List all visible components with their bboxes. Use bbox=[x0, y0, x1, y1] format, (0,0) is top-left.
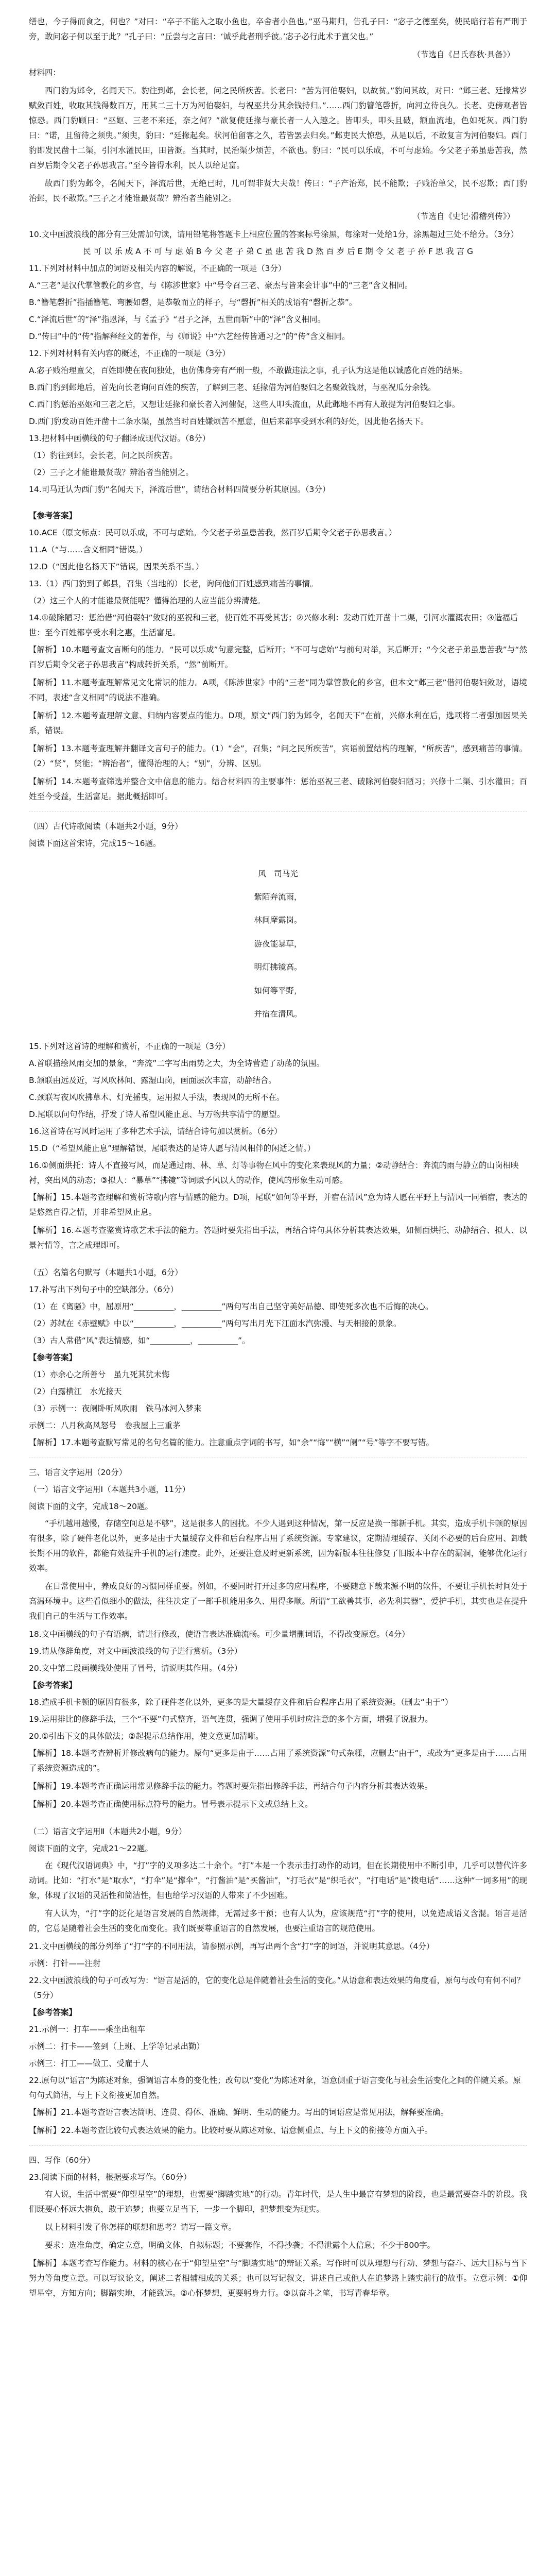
question-11-option-b: B.“簪笔磬折”指插簪笔、弯腰如磬，是恭敬而立的样子，与“磬折”相关的成语有“磬折之恭”。 bbox=[29, 298, 357, 307]
analysis-21: 【解析】21.本题考查语言表达简明、连贯、得体、准确、鲜明、生动的能力。写出的词语应是常见用法，解释要准确。 bbox=[29, 2107, 449, 2117]
question-15: 15.下列对这首诗的理解和赏析，不正确的一项是（3分） bbox=[29, 1041, 231, 1051]
answer-18: 18.造成手机卡顿的原因有很多，除了硬件老化以外，更多的是大量缓存文件和后台程序占用了系统资源。（删去“由于”） bbox=[29, 1697, 453, 1707]
answer-19: 19.运用排比的修辞手法，三个“不要”句式整齐，语气连贯，强调了使用手机时应注意的多个方面，增强了说服力。 bbox=[29, 1714, 433, 1724]
question-12-option-b: B.西门豹到邺地后，首先向长老询问百姓的疾苦，了解到三老、廷掾借为河伯娶妇之名聚敛钱财，与巫祝瓜分余钱。 bbox=[29, 383, 436, 392]
poem-line-6: 并宿在清风。 bbox=[254, 1009, 302, 1019]
answer-13-2: （2）这三个人的才能谁最贤能呢？懂得治理的人应当能分辨清楚。 bbox=[29, 596, 266, 605]
passage1-text: 缮也，今子得而食之，何也？”对曰：“卒子不能入之取小鱼也，卒舍者小鱼也。”巫马期归，告孔子曰：“宓子之德至矣，使民暗行若有严刑于旁，敢问宓子何以至于此？”孔子曰：“丘尝与之言曰：‘诚乎此者刑乎彼。’宓子必行此术于亶父也。” bbox=[29, 17, 527, 41]
question-17-item-1: （1）在《离骚》中，屈原用“__________，__________”两句写出自己坚守美好品德、即使死多次也不后悔的决心。 bbox=[29, 1301, 433, 1311]
question-15-option-d: D.尾联以问句作结，抒发了诗人希望风能止息、与万物共享清宁的愿望。 bbox=[29, 1109, 285, 1119]
question-21: 21.文中画横线的部分列举了“打”字的不同用法，请参照示例，再写出两个含“打”字的词语，并说明其意思。（4分） bbox=[29, 1941, 435, 1951]
language2-answers-heading: 【参考答案】 bbox=[29, 2007, 77, 2017]
poem-intro: 阅读下面这首宋诗，完成15～16题。 bbox=[29, 839, 161, 848]
question-13-item-1: （1）豹往到邺，会长老，问之民所疾苦。 bbox=[29, 451, 178, 460]
analysis-11: 【解析】11.本题考查理解常见文化常识的能力。A项，《陈涉世家》中的“三老”同为掌管教化的乡官，但本文“邺三老”借河伯娶妇敛财，语境不同，表述“含义相同”的说法不准确。 bbox=[29, 678, 527, 702]
writing-material-1: 有人说，生活中需要“仰望星空”的理想，也需要“脚踏实地”的行动。青年时代，是人生中最富有梦想的阶段，也是最需要奋斗的阶段。我们既要心怀远大抱负，敢于追梦；也要立足当下，一步一个脚印，把梦想变为现实。 bbox=[29, 2189, 527, 2214]
answer-15: 15.D（“希望风能止息”理解错误，尾联表达的是诗人愿与清风相伴的闲适之情。） bbox=[29, 1143, 316, 1153]
writing-section-title: 四、写作（60分） bbox=[29, 2155, 95, 2165]
document-content bbox=[29, 14, 527, 2304]
question-22: 22.文中画波浪线的句子可改写为：“语言是活的，它的变化总是伴随着社会生活的变化。”从语意和表达效果的角度看，原句与改句有何不同？（5分） bbox=[29, 1975, 525, 2000]
poem-line-1: 紫陌奔流雨， bbox=[254, 892, 302, 902]
question-12: 12.下列对材料有关内容的概述，不正确的一项是（3分） bbox=[29, 349, 231, 358]
question-10: 10.文中画波浪线的部分有三处需加句读，请用铅笔将答题卡上相应位置的答案标号涂黑，每涂对一处给1分，涂黑超过三处不给分。（3分） bbox=[29, 230, 519, 239]
answer-21-3: 示例三：打工——做工、受雇于人 bbox=[29, 2058, 149, 2068]
answer-21-1: 21.示例一：打车——乘坐出租车 bbox=[29, 2024, 146, 2034]
answer-12: 12.D（“因此他名扬天下”错误，因果关系不当。） bbox=[29, 562, 204, 571]
language-subsection-1: （一）语言文字运用Ⅰ（本题共3小题，11分） bbox=[29, 1484, 190, 1494]
answer-21-2: 示例二：打卡——签到（上班、上学等记录出勤） bbox=[29, 2041, 205, 2051]
passage2-label: 材料四： bbox=[29, 68, 61, 77]
answer-17-1: （1）亦余心之所善兮 虽九死其犹未悔 bbox=[29, 1369, 170, 1379]
mingju-section-title: （五）名篇名句默写（本题共1小题，6分） bbox=[29, 1267, 183, 1277]
answers-heading: 【参考答案】 bbox=[29, 511, 77, 520]
answer-16: 16.①侧面烘托：诗人不直接写风，而是通过雨、林、草、灯等事物在风中的变化来表现风的力量；②动静结合：奔流的雨与静立的山岗相映衬，突出风的动态；③拟人：“暴草”“拂镜”等词赋予风以人的动作，使风的形象生动可感。 bbox=[29, 1160, 519, 1185]
divider bbox=[29, 2145, 527, 2146]
writing-material-2: 以上材料引发了你怎样的联想和思考？请写一篇文章。 bbox=[45, 2222, 237, 2232]
mingju-answers-heading: 【参考答案】 bbox=[29, 1352, 77, 1362]
language-paragraph-1: “手机越用越慢，存储空间总是不够”，这是很多人的困扰。不少人遇到这种情况，第一反应是换一部新手机。其实，造成手机卡顿的原因有很多，除了硬件老化以外，更多是由于大量缓存文件和后台程序占用了系统资源。专家建议，定期清理缓存、关闭不必要的后台应用、卸载长期不用的软件，都能有效提升手机的运行速度。此外，还要注意及时更新系统，因为新版本往往修复了旧版本中存在的漏洞，能够优化运行效率。 bbox=[29, 1518, 527, 1573]
analysis-22: 【解析】22.本题考查比较句式表达效果的能力。比较时要从陈述对象、语意侧重点、与上下文的衔接等方面入手。 bbox=[29, 2125, 433, 2135]
question-12-option-a: A.宓子贱治理亶父，百姓即使在夜间独处，也仿佛身旁有严刑一般，不敢做违法之事，孔子认为这是他以诚感化百姓的结果。 bbox=[29, 366, 468, 375]
question-19: 19.请从修辞角度，对文中画波浪线的句子进行赏析。（3分） bbox=[29, 1646, 242, 1656]
question-11-option-c: C.“泽流后世”的“泽”指恩泽，与《孟子》“君子之泽，五世而斩”中的“泽”含义相同。 bbox=[29, 315, 325, 324]
question-13: 13.把材料中画横线的句子翻译成现代汉语。（8分） bbox=[29, 434, 211, 443]
question-15-option-b: B.颔联由远及近，写风吹林间、露湿山岗，画面层次丰富，动静结合。 bbox=[29, 1075, 276, 1085]
question-15-option-a: A.首联描绘风雨交加的景象，“奔流”二字写出雨势之大，为全诗营造了动荡的氛围。 bbox=[29, 1058, 324, 1068]
poem-line-2: 林间摩露岗。 bbox=[254, 916, 302, 925]
question-11: 11.下列对材料中加点的词语及相关内容的解说，不正确的一项是（3分） bbox=[29, 264, 286, 273]
answer-13-1: 13.（1）西门豹到了邺县，召集（当地的）长老，询问他们百姓感到痛苦的事情。 bbox=[29, 579, 318, 588]
passage2-source: （节选自《史记·滑稽列传》） bbox=[412, 212, 515, 221]
writing-analysis: 【解析】本题考查写作能力。材料的核心在于“仰望星空”与“脚踏实地”的辩证关系。写作时可以从理想与行动、梦想与奋斗、远大目标与当下努力等角度立意。可以写议论文，阐述二者相辅相成的关系；也可以写记叙文，讲述自己或他人在追梦路上踏实前行的故事。立意示例：①仰望星空，方知方向；脚踏实地，才能致远。②心怀梦想，更要躬身力行。③以奋斗之笔，书写青春华章。 bbox=[29, 2258, 527, 2298]
analysis-12: 【解析】12.本题考查理解文意、归纳内容要点的能力。D项，原文“西门豹为邺令，名闻天下”在前，兴修水利在后，选项将二者强加因果关系，错误。 bbox=[29, 711, 527, 735]
analysis-18: 【解析】18.本题考查辨析并修改病句的能力。原句“更多是由于……占用了系统资源”句式杂糅，应删去“由于”，或改为“更多是由于……占用了系统资源造成的”。 bbox=[29, 1748, 527, 1773]
question-20: 20.文中第二段画横线处使用了冒号，请说明其作用。（4分） bbox=[29, 1663, 242, 1673]
question-11-option-d: D.“传曰”中的“传”指解释经文的著作，与《师说》中“六艺经传皆通习之”的“传”含义相同。 bbox=[29, 332, 350, 341]
analysis-16: 【解析】16.本题考查鉴赏诗歌艺术手法的能力。答题时要先指出手法，再结合诗句具体分析其表达效果，如侧面烘托、动静结合、拟人、以景衬情等，言之成理即可。 bbox=[29, 1225, 527, 1250]
poem-line-3: 游夜能暴草， bbox=[254, 939, 302, 948]
poem-title: 风 司马光 bbox=[258, 869, 298, 878]
analysis-10: 【解析】10.本题考查文言断句的能力。“民可以乐成”句意完整，后断开；“不可与虑始”与前句对举，其后断开；“今父老子弟虽患苦我”与“然百岁后期令父老子孙思我言”构成转折关系，“然”前断开。 bbox=[29, 645, 527, 669]
language-subsection-2: （二）语言文字运用Ⅱ（本题共2小题，9分） bbox=[29, 1826, 187, 1836]
language-paragraph-2: 在日常使用中，养成良好的习惯同样重要。例如，不要同时打开过多的应用程序，不要随意下载来源不明的软件，不要让手机长时间处于高温环境中。这些看似细小的做法，往往决定了一部手机能用多久、用得多顺。所谓“工欲善其事，必先利其器”，爱护手机，其实也是在提升我们自己的生活与工作效率。 bbox=[29, 1581, 527, 1621]
poem-line-5: 如何等平野， bbox=[254, 986, 302, 995]
poem-line-4: 明灯拂镜高。 bbox=[254, 962, 302, 972]
question-17-item-3: （3）古人常借“风”表达情感，如“__________，__________”。 bbox=[29, 1335, 250, 1345]
language2-paragraph-1: 在《现代汉语词典》中，“打”字的义项多达二十余个。“打”本是一个表示击打动作的动词，但在长期使用中不断引申，几乎可以替代许多动词。比如：“打水”是“取水”，“打伞”是“撑伞”，“打酱油”是“买酱油”，“打毛衣”是“织毛衣”，“打电话”是“拨电话”……这种“一词多用”的现象，体现了汉语的灵活性和简洁性，但也给学习汉语的人带来了不少困难。 bbox=[29, 1860, 527, 1900]
language2-paragraph-2: 有人认为，“打”字的泛化是语言发展的自然规律，无需过多干预；也有人认为，应该规范“打”字的使用，以免造成语义含混。语言是活的，它总是随着社会生活的变化而变化。我们既要尊重语言的自然发展，也要注重语言的规范使用。 bbox=[29, 1908, 527, 1933]
answer-17-3: （3）示例一：夜阑卧听风吹雨 铁马冰河入梦来 bbox=[29, 1403, 202, 1413]
answer-17-3b: 示例二：八月秋高风怒号 卷我屋上三重茅 bbox=[29, 1420, 181, 1430]
language-intro: 阅读下面的文字，完成18～20题。 bbox=[29, 1501, 153, 1511]
answer-20: 20.①引出下文的具体做法；②起提示总结作用，使文意更加清晰。 bbox=[29, 1731, 264, 1741]
question-13-item-2: （2）三子之才能谁最贤哉？辨治者当能别之。 bbox=[29, 468, 194, 477]
answer-14: 14.①破除陋习：惩治借“河伯娶妇”敛财的巫祝和三老，使百姓不再受其害；②兴修水利：发动百姓开凿十二渠，引河水灌溉农田；③造福后世：至今百姓都享受水利之惠，生活富足。 bbox=[29, 613, 518, 637]
question-12-option-c: C.西门豹惩治巫妪和三老之后，又想让廷掾和豪长者入河催促，这些人叩头流血，从此邺地不再有人敢提为河伯娶妇之事。 bbox=[29, 400, 460, 409]
question-14: 14.司马迁认为西门豹“名闻天下，泽流后世”，请结合材料四简要分析其原因。（3分） bbox=[29, 485, 331, 494]
question-12-option-d: D.西门豹发动百姓开凿十二条水渠，虽然当时百姓嫌烦苦不愿意，但后来都享受到水利的好处，因此他名扬天下。 bbox=[29, 417, 429, 426]
question-17-item-2: （2）苏轼在《赤壁赋》中以“__________，__________”两句写出月光下江面水汽弥漫、与天相接的景象。 bbox=[29, 1318, 402, 1328]
question-23: 23.阅读下面的材料，根据要求写作。（60分） bbox=[29, 2172, 192, 2182]
question-11-option-a: A.“三老”是汉代掌管教化的乡官，与《陈涉世家》中“号令召三老、豪杰与皆来会计事”中的“三老”含义相同。 bbox=[29, 281, 413, 290]
analysis-19: 【解析】19.本题考查正确运用常见修辞手法的能力。答题时要先指出修辞手法，再结合句子内容分析其表达效果。 bbox=[29, 1781, 433, 1791]
analysis-13: 【解析】13.本题考查理解并翻译文言句子的能力。（1）“会”，召集；“问之民所疾苦”，宾语前置结构的理解，“所疾苦”，感到痛苦的事情。（2）“贤”，贤能；“辨治者”，懂得治理的人；“别”，分辨、区别。 bbox=[29, 744, 527, 768]
answer-22: 22.原句以“语言”为陈述对象，强调语言本身的变化性；改句以“变化”为陈述对象，语意侧重于语言变化与社会生活变化之间的伴随关系。原句句式简洁，与上下文衔接更加自然。 bbox=[29, 2075, 521, 2100]
analysis-20: 【解析】20.本题考查正确使用标点符号的能力。冒号表示提示下文或总结上文。 bbox=[29, 1799, 313, 1809]
answer-10: 10.ACE（原文标点：民可以乐成，不可与虑始。今父老子弟虽患苦我，然百岁后期令父老子孙思我言。） bbox=[29, 528, 397, 537]
question-18: 18.文中画横线的句子有语病，请进行修改，使语言表达准确流畅。可少量增删词语，不得改变原意。（4分） bbox=[29, 1629, 410, 1639]
question-15-option-c: C.颈联写夜风吹拂草木、灯光摇曳，运用拟人手法，表现风的无所不在。 bbox=[29, 1092, 285, 1102]
question-17: 17.补写出下列句子中的空缺部分。（6分） bbox=[29, 1284, 179, 1294]
analysis-14: 【解析】14.本题考查筛选并整合文中信息的能力。结合材料四的主要事件：惩治巫祝三老、破除河伯娶妇陋习；兴修十二渠、引水灌田；百姓至今受益，生活富足。据此概括即可。 bbox=[29, 777, 527, 801]
passage2-paragraph-1: 西门豹为邺令，名闻天下。豹往到邺，会长老，问之民所疾苦。长老曰：“苦为河伯娶妇，以故贫。”豹问其故，对曰：“邺三老、廷掾常岁赋敛百姓，收取其钱得数百万，用其二三十万为河伯娶妇，与祝巫共分其余钱持归。”……西门豹簪笔磬折，向河立待良久。长老、吏傍观者皆惊恐。西门豹顾曰：“巫妪、三老不来还，奈之何？”欲复使廷掾与豪长者一人入趣之。皆叩头，叩头且破，额血流地，色如死灰。西门豹曰：“诺，且留待之须臾。”须臾，豹曰：“廷掾起矣。状河伯留客之久，若皆罢去归矣。”邺吏民大惊恐，从是以后，不敢复言为河伯娶妇。西门豹即发民凿十二渠，引河水灌民田，田皆溉。当其时，民治渠少烦苦，不欲也。豹曰：“民可以乐成，不可与虑始。今父老子弟虽患苦我，然百岁后期令父老子孙思我言。”至今皆得水利，民人以给足富。 bbox=[29, 86, 527, 170]
language-section-title: 三、语言文字运用（20分） bbox=[29, 1467, 127, 1477]
poem-section-title: （四）古代诗歌阅读（本题共2小题，9分） bbox=[29, 822, 183, 831]
writing-requirements: 要求：选准角度，确定立意，明确文体，自拟标题；不要套作，不得抄袭；不得泄露个人信息；不少于800字。 bbox=[45, 2240, 436, 2250]
analysis-17: 【解析】17.本题考查默写常见的名句名篇的能力。注意重点字词的书写，如“余”“悔”“横”“阑”“号”等字不要写错。 bbox=[29, 1437, 434, 1447]
answer-17-2: （2）白露横江 水光接天 bbox=[29, 1386, 122, 1396]
passage2-paragraph-2: 故西门豹为邺令，名闻天下，泽流后世，无绝已时，几可谓非贤大夫哉！传曰：“子产治郑，民不能欺；子贱治单父，民不忍欺；西门豹治邺，民不敢欺。”三子之才能谁最贤哉？辨治者当能别之。 bbox=[29, 179, 527, 203]
divider bbox=[29, 811, 527, 812]
language-answers-heading: 【参考答案】 bbox=[29, 1680, 77, 1690]
analysis-15: 【解析】15.本题考查理解和赏析诗歌内容与情感的能力。D项，尾联“如何等平野，并宿在清风”意为诗人愿在平野上与清风一同栖宿，表达的是悠然自得之情，并非希望风止息。 bbox=[29, 1192, 527, 1217]
question-10-sentence: 民 可 以 乐 成 A 不 可 与 虑 始 B 今 父 老 子 弟 C 虽 患 苦 我 D 然 百 岁 后 E 期 令 父 老 子 孙 F 思 我 言 G bbox=[83, 247, 473, 256]
passage1-source: （节选自《吕氏春秋·具备》） bbox=[412, 50, 515, 59]
question-16: 16.这首诗在写风时运用了多种艺术手法，请结合诗句加以赏析。（6分） bbox=[29, 1126, 282, 1136]
answer-11: 11.A（“与……含义相同”错误。） bbox=[29, 545, 147, 554]
language-intro-2: 阅读下面的文字，完成21～22题。 bbox=[29, 1843, 153, 1853]
question-21-example: 示例：打针——注射 bbox=[29, 1958, 101, 1968]
